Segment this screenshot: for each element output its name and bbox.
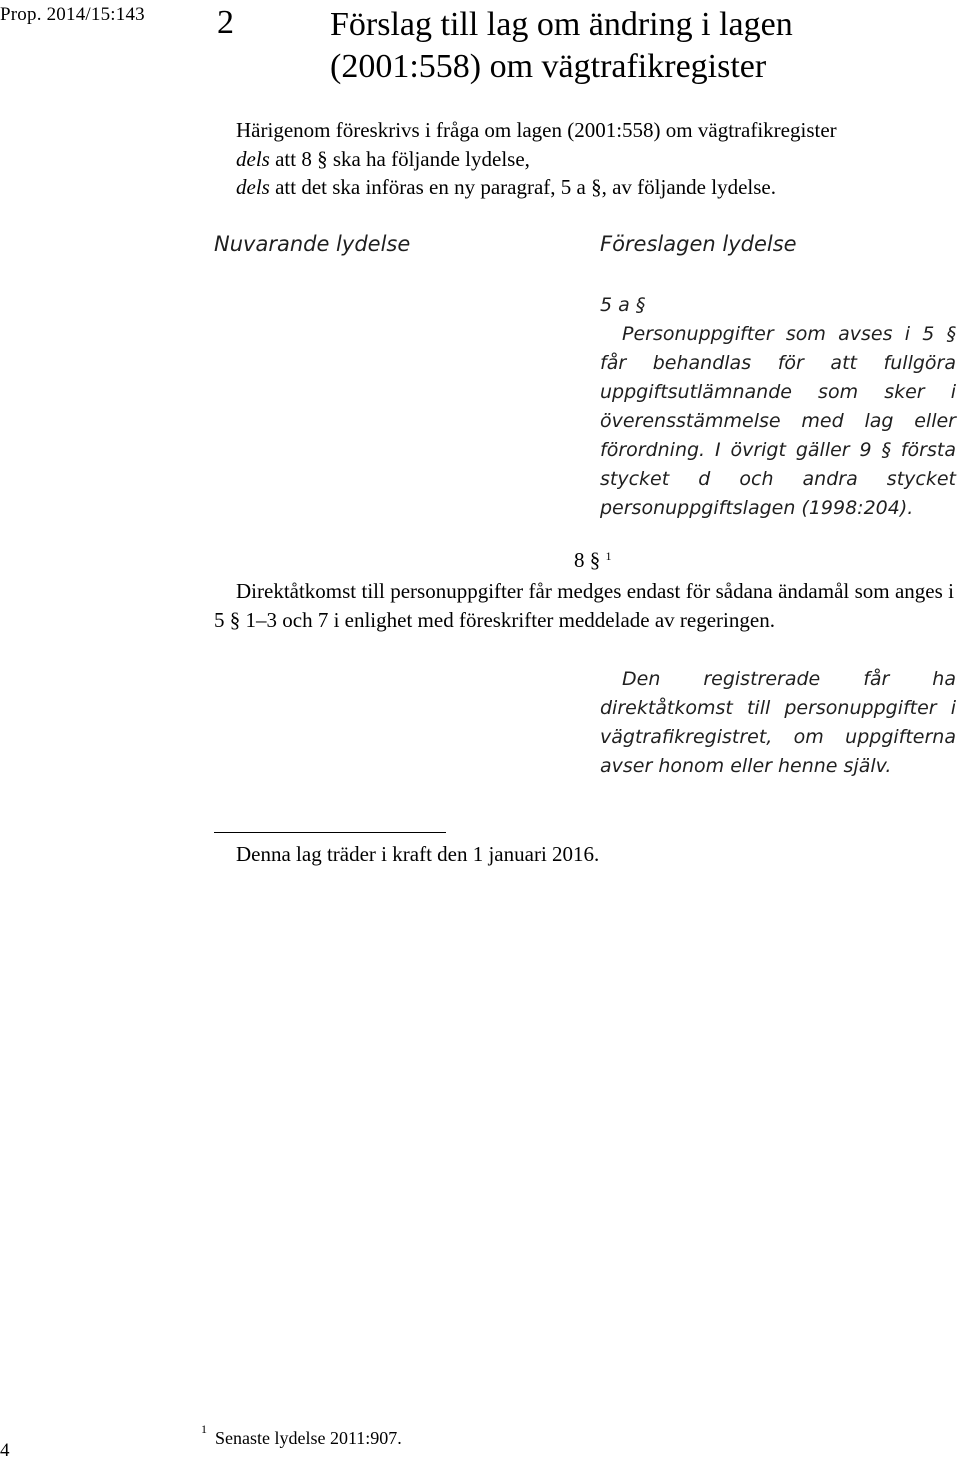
footnote-reference: 1 <box>605 549 612 563</box>
intro-line-2-text: att 8 § ska ha följande lydelse, <box>269 146 530 171</box>
running-header: Prop. 2014/15:143 <box>0 4 145 25</box>
title-line-2: (2001:558) om vägtrafikregister <box>330 48 767 85</box>
section-8-number: 8 § <box>574 548 601 572</box>
section-5a-heading: 5 a § <box>600 294 646 316</box>
end-of-amendments-rule <box>214 832 446 833</box>
intro-line-2 <box>236 145 956 174</box>
intro-paragraph <box>236 116 956 202</box>
section-8-text: Direktåtkomst till personuppgifter får medges endast för sådana ändamål som anges i 5 § 1–3 och 7 i enlighet med föreskrifter meddelade av regeringen. <box>214 579 954 632</box>
section-5a-text: Personuppgifter som avses i 5 § får behandlas för att fullgöra uppgiftsutlämnande som sker i överensstämmelse med lag eller förordning. I övrigt gäller 9 § första stycket d och andra stycket personuppgiftslagen (1998:204). <box>600 323 956 519</box>
intro-line-1: Härigenom föreskrivs i fråga om lagen (2001:558) om vägtrafikregister <box>236 118 837 142</box>
footnote-text: Senaste lydelse 2011:907. <box>215 1428 402 1448</box>
intro-line-3 <box>236 173 956 202</box>
title-line-1: Förslag till lag om ändring i lagen <box>330 6 793 43</box>
section-8-new-text: Den registrerade får ha direktåtkomst till personuppgifter i vägtrafikregistret, om uppgifterna avser honom eller henne själv. <box>600 668 956 777</box>
column-heading-current: Nuvarande lydelse <box>214 232 411 256</box>
intro-dels-2: dels <box>236 175 270 199</box>
intro-line-3-text: att det ska införas en ny paragraf, 5 a §, av följande lydelse. <box>269 175 776 199</box>
page-title <box>330 4 793 88</box>
section-8-heading <box>574 546 612 575</box>
effective-date: Denna lag träder i kraft den 1 januari 2016. <box>236 842 600 866</box>
column-heading-proposed: Föreslagen lydelse <box>600 232 797 256</box>
intro-dels-1: dels <box>236 146 270 171</box>
chapter-number: 2 <box>217 4 234 41</box>
footnote-marker: 1 <box>201 1422 207 1436</box>
page-number: 4 <box>0 1440 10 1461</box>
